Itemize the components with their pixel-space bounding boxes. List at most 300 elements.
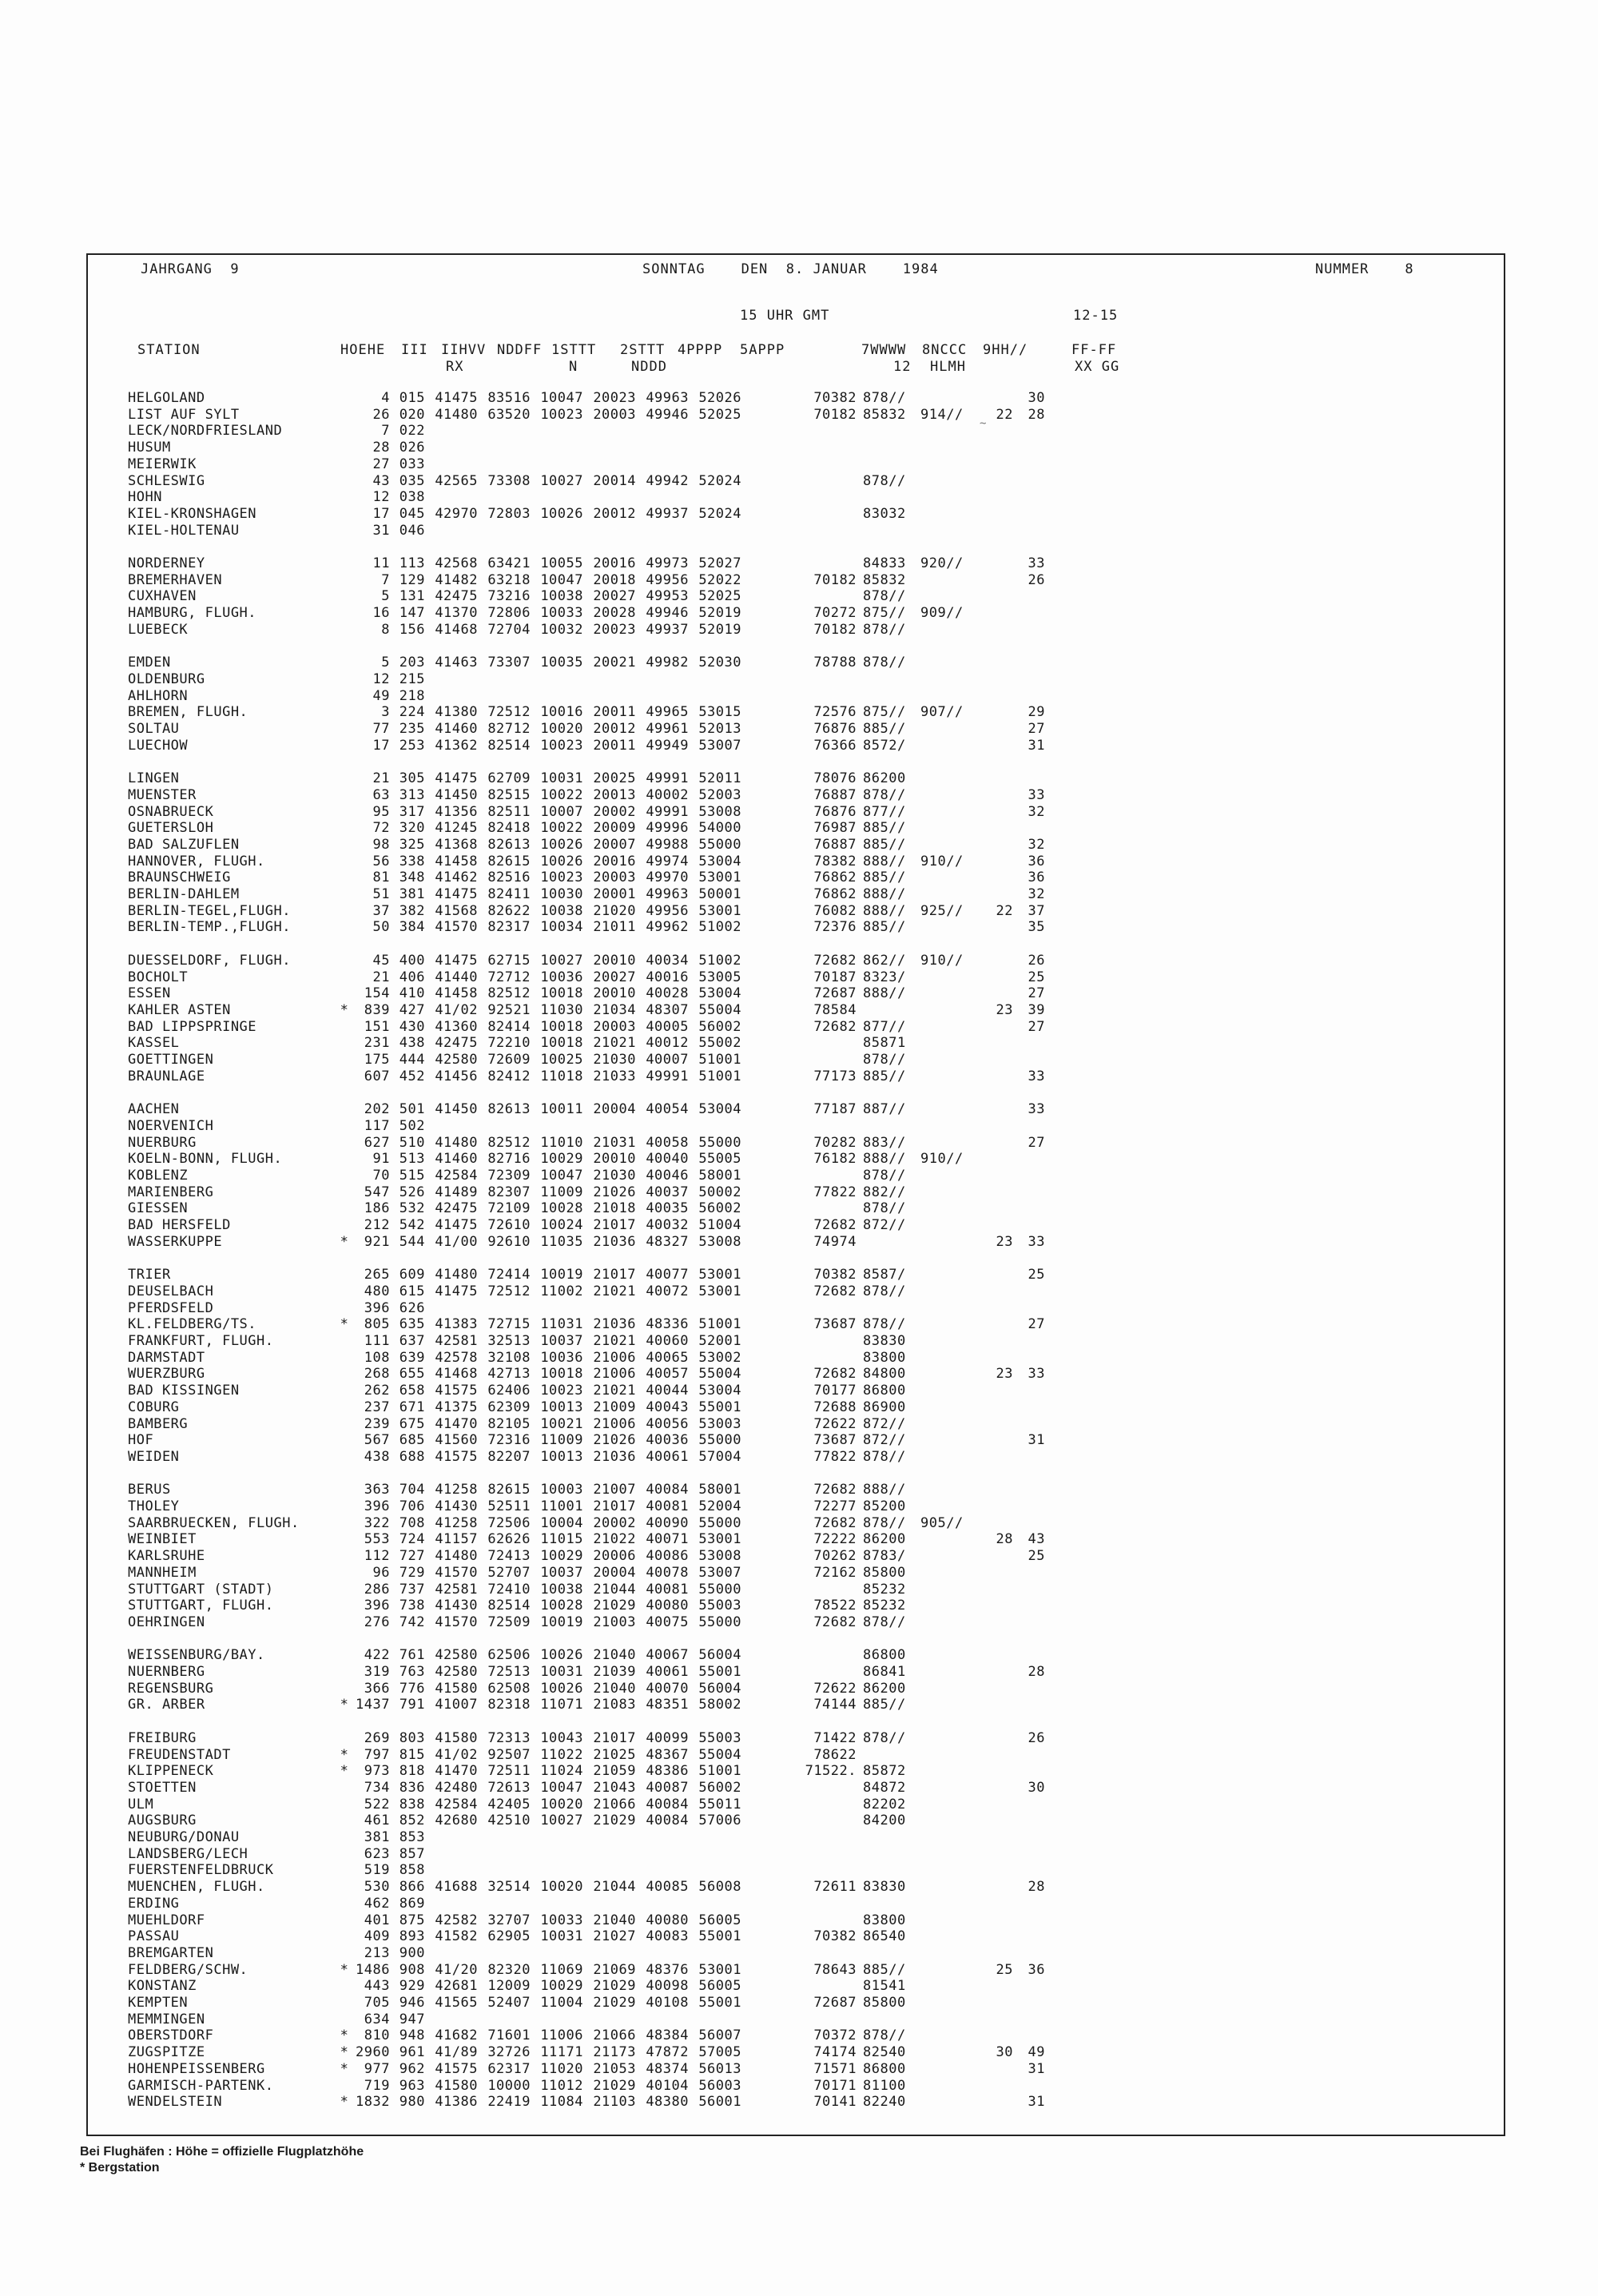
ff-xx: [978, 1019, 1013, 1036]
ff-gg: [1013, 423, 1045, 440]
group-5appp: 53004: [698, 853, 741, 869]
group-9hh: [920, 1912, 978, 1929]
table-row: [128, 1052, 1045, 1068]
table-row: [128, 440, 1045, 456]
group-iihvv: 41356: [435, 803, 478, 820]
elevation: 1832: [356, 2094, 390, 2111]
group-nddff: 82712: [487, 721, 531, 738]
group-2sttt: 21029: [593, 1995, 636, 2011]
group-7wwww: [741, 1052, 857, 1068]
ff-xx: [978, 1168, 1013, 1184]
group-nddff: [478, 523, 531, 539]
group-9hh: [920, 969, 978, 986]
station-index: 501: [399, 1101, 425, 1118]
group-4pppp: 48307: [646, 1001, 689, 1018]
group-8nccc: 82240: [863, 2094, 906, 2111]
group-2sttt: 20003: [593, 406, 636, 423]
group-7wwww: [741, 1780, 857, 1797]
elevation: 77: [372, 721, 390, 738]
group-iihvv: 41468: [435, 621, 478, 638]
group-4pppp: [636, 1945, 689, 1962]
group-2sttt: 21036: [593, 1316, 636, 1333]
group-nddff: 63218: [487, 571, 531, 588]
station-index: 348: [399, 869, 425, 886]
spacer-cell: [128, 1466, 1045, 1482]
mountain-marker: [336, 1101, 353, 1118]
group-4pppp: 40085: [646, 1879, 689, 1896]
col-1sttt: 1STTT: [551, 342, 597, 358]
elevation: 7: [381, 571, 390, 588]
group-nddff: 52707: [487, 1564, 531, 1581]
mountain-marker: [336, 770, 353, 787]
group-7wwww: [741, 1813, 857, 1829]
group-nddff: [478, 440, 531, 456]
group-9hh: [920, 1928, 978, 1945]
ff-gg: [1013, 1383, 1045, 1399]
group-nddff: 63520: [487, 406, 531, 423]
group-9hh: 910//: [920, 1151, 964, 1168]
ff-xx: [978, 440, 1013, 456]
group-7wwww: 72162: [813, 1564, 857, 1581]
ff-xx: [978, 704, 1013, 721]
group-4pppp: 40084: [646, 1796, 689, 1813]
mountain-marker: [336, 1333, 353, 1350]
station-index: 406: [399, 969, 425, 985]
table-row: [128, 671, 1045, 688]
group-1sttt: 11020: [540, 2060, 583, 2077]
group-5appp: [689, 1846, 741, 1863]
mountain-marker: [336, 1200, 353, 1217]
group-nddff: 92507: [487, 1746, 531, 1763]
elevation: 16: [372, 605, 390, 622]
group-iihvv: 41/20: [435, 1961, 478, 1978]
elevation: 2960: [356, 2044, 390, 2061]
col-iihvv-sub: RX: [446, 359, 464, 375]
group-nddff: 72313: [487, 1729, 531, 1746]
group-iihvv: 42582: [435, 1912, 478, 1928]
group-5appp: 53007: [698, 737, 741, 754]
group-1sttt: 10028: [540, 1200, 583, 1217]
group-1sttt: 10047: [540, 390, 583, 406]
station-name: KOELN-BONN, FLUGH.: [128, 1151, 283, 1168]
group-5appp: 53001: [698, 1531, 741, 1548]
group-4pppp: 40034: [646, 952, 689, 969]
group-2sttt: 21021: [593, 1035, 636, 1052]
group-iihvv: 41468: [435, 1366, 478, 1383]
group-2sttt: 21043: [593, 1779, 636, 1796]
station-index: 542: [399, 1217, 425, 1234]
group-nddff: 82514: [487, 737, 531, 754]
group-8nccc: 85200: [863, 1498, 906, 1514]
mountain-marker: [336, 605, 353, 622]
group-2sttt: 21026: [593, 1184, 636, 1200]
group-5appp: 52022: [698, 571, 741, 588]
ff-gg: 33: [1028, 1068, 1045, 1084]
spacer-cell: [128, 936, 1045, 953]
station-name: HAMBURG, FLUGH.: [128, 605, 257, 622]
ff-xx: [978, 1879, 1013, 1896]
group-2sttt: 20023: [593, 390, 636, 406]
group-8nccc: 877//: [863, 803, 906, 820]
group-iihvv: 41580: [435, 1729, 478, 1746]
station-name: OLDENBURG: [128, 670, 205, 687]
mountain-marker: [336, 1912, 353, 1929]
col-4pppp: 4PPPP: [678, 342, 723, 358]
ff-xx: [978, 2027, 1013, 2044]
group-7wwww: 73687: [813, 1432, 857, 1449]
ff-gg: [1013, 506, 1045, 523]
group-iihvv: 41/02: [435, 1001, 478, 1018]
group-nddff: 73308: [487, 472, 531, 489]
station-index: 045: [399, 505, 425, 522]
ff-gg: [1013, 655, 1045, 671]
mountain-marker: *: [340, 1697, 349, 1713]
mountain-marker: [336, 2078, 353, 2095]
group-8nccc: 83800: [863, 1912, 906, 1928]
elevation: 212: [364, 1217, 390, 1234]
group-7wwww: 78382: [813, 853, 857, 869]
group-nddff: 42405: [487, 1796, 531, 1813]
group-8nccc: 81541: [863, 1978, 906, 1995]
group-7wwww: 76887: [813, 836, 857, 853]
station-name: AHLHORN: [128, 687, 189, 704]
ff-gg: 31: [1028, 2060, 1045, 2077]
ff-gg: 31: [1028, 737, 1045, 754]
table-row: [128, 1664, 1045, 1681]
group-4pppp: [636, 688, 689, 705]
mountain-marker: [336, 1565, 353, 1582]
ff-gg: 32: [1028, 803, 1045, 820]
elevation: 117: [364, 1117, 390, 1134]
group-nddff: 82514: [487, 1598, 531, 1614]
col-2sttt-sub: NDDD: [631, 359, 667, 375]
group-4pppp: 40028: [646, 985, 689, 1002]
group-2sttt: [583, 1118, 636, 1135]
group-9hh: [920, 804, 978, 821]
group-8nccc: 878//: [863, 390, 906, 406]
station-index: 384: [399, 919, 425, 936]
group-9hh: [920, 2027, 978, 2044]
group-4pppp: [636, 440, 689, 456]
table-row: [128, 1432, 1045, 1449]
station-index: 113: [399, 555, 425, 572]
mountain-marker: [336, 1052, 353, 1068]
station-index: 776: [399, 1680, 425, 1697]
group-nddff: 10000: [487, 2077, 531, 2094]
group-9hh: [920, 1697, 978, 1713]
group-iihvv: 41157: [435, 1531, 478, 1548]
elevation: 231: [364, 1035, 390, 1052]
group-iihvv: [425, 671, 478, 688]
ff-xx: [978, 1978, 1013, 1995]
station-name: WASSERKUPPE: [128, 1233, 223, 1250]
group-2sttt: 20004: [593, 1564, 636, 1581]
group-nddff: 72210: [487, 1035, 531, 1052]
station-name: REGENSBURG: [128, 1680, 214, 1697]
group-1sttt: 10055: [540, 555, 583, 572]
group-iihvv: 41258: [435, 1514, 478, 1531]
group-9hh: [920, 1217, 978, 1234]
group-9hh: [920, 1350, 978, 1367]
mountain-marker: [336, 1614, 353, 1631]
group-1sttt: 10023: [540, 406, 583, 423]
group-9hh: 910//: [920, 952, 964, 969]
table-row: [128, 1582, 1045, 1598]
group-9hh: [920, 572, 978, 589]
elevation: 12: [372, 670, 390, 687]
table-row: [128, 2044, 1045, 2061]
group-5appp: 53004: [698, 985, 741, 1002]
elevation: 401: [364, 1912, 390, 1928]
ff-xx: [978, 523, 1013, 539]
station-name: ERDING: [128, 1895, 180, 1912]
group-7wwww: 72687: [813, 1995, 857, 2011]
ff-gg: [1013, 440, 1045, 456]
station-name: WEIDEN: [128, 1448, 180, 1465]
group-iihvv: 41568: [435, 902, 478, 919]
mountain-marker: [336, 1432, 353, 1449]
group-nddff: 62317: [487, 2060, 531, 2077]
group-iihvv: [425, 523, 478, 539]
group-2sttt: 20027: [593, 969, 636, 985]
mountain-marker: [336, 1995, 353, 2011]
group-7wwww: 77173: [813, 1068, 857, 1084]
mountain-marker: [336, 985, 353, 1002]
group-nddff: 62709: [487, 770, 531, 787]
group-4pppp: [636, 1829, 689, 1846]
station-name: KL.FELDBERG/TS.: [128, 1316, 257, 1333]
group-1sttt: 10023: [540, 737, 583, 754]
group-4pppp: [636, 1862, 689, 1879]
group-4pppp: [636, 1896, 689, 1912]
group-1sttt: 10004: [540, 1514, 583, 1531]
group-1sttt: [531, 1862, 583, 1879]
group-5appp: [689, 489, 741, 506]
group-8nccc: 86800: [863, 2060, 906, 2077]
group-4pppp: 40065: [646, 1349, 689, 1366]
mountain-marker: [336, 655, 353, 671]
station-index: 452: [399, 1068, 425, 1084]
group-2sttt: 20010: [593, 1151, 636, 1168]
group-8nccc: 878//: [863, 1614, 906, 1630]
table-row: [128, 903, 1045, 920]
group-8nccc: 878//: [863, 1729, 906, 1746]
group-1sttt: 10003: [540, 1482, 583, 1498]
group-2sttt: 21017: [593, 1729, 636, 1746]
ff-xx: [978, 1829, 1013, 1846]
group-5appp: 57005: [698, 2044, 741, 2061]
station-index: 513: [399, 1151, 425, 1168]
table-row: [128, 523, 1045, 539]
group-9hh: [920, 1879, 978, 1896]
ff-gg: [1013, 1168, 1045, 1184]
station-index: 875: [399, 1912, 425, 1928]
group-iihvv: 41458: [435, 985, 478, 1002]
ff-xx: [978, 456, 1013, 473]
group-7wwww: 76887: [813, 786, 857, 803]
station-index: 438: [399, 1035, 425, 1052]
group-5appp: 53008: [698, 1233, 741, 1250]
mountain-marker: [336, 704, 353, 721]
mountain-marker: [336, 1531, 353, 1548]
ff-gg: [1013, 523, 1045, 539]
ff-gg: [1013, 1498, 1045, 1515]
group-7wwww: 78622: [813, 1746, 857, 1763]
group-8nccc: [857, 489, 920, 506]
station-name: FREIBURG: [128, 1729, 197, 1746]
group-spacer: [128, 1631, 1045, 1648]
group-2sttt: 21021: [593, 1383, 636, 1399]
group-4pppp: 40084: [646, 1482, 689, 1498]
group-1sttt: [531, 423, 583, 440]
group-nddff: [478, 1118, 531, 1135]
ff-xx: [978, 1184, 1013, 1201]
group-5appp: 56002: [698, 1779, 741, 1796]
group-8nccc: [857, 1747, 920, 1764]
group-7wwww: 72277: [813, 1498, 857, 1514]
group-2sttt: [583, 1945, 636, 1962]
group-5appp: [689, 688, 741, 705]
group-nddff: [478, 456, 531, 473]
group-4pppp: 40043: [646, 1399, 689, 1415]
group-iihvv: 41456: [435, 1068, 478, 1084]
group-4pppp: 49953: [646, 588, 689, 605]
group-5appp: 52003: [698, 786, 741, 803]
station-index: 338: [399, 853, 425, 869]
table-row: [128, 2094, 1045, 2111]
ff-xx: [978, 2011, 1013, 2028]
group-7wwww: 72682: [813, 952, 857, 969]
group-2sttt: [583, 423, 636, 440]
group-nddff: [478, 2011, 531, 2028]
group-9hh: [920, 1614, 978, 1631]
group-1sttt: 11012: [540, 2077, 583, 2094]
group-5appp: 53004: [698, 1383, 741, 1399]
station-index: 038: [399, 489, 425, 506]
group-5appp: 53001: [698, 1267, 741, 1283]
station-name: SCHLESWIG: [128, 472, 205, 489]
group-5appp: 51001: [698, 1316, 741, 1333]
table-row: [128, 820, 1045, 837]
group-2sttt: 20006: [593, 1548, 636, 1565]
group-2sttt: 20018: [593, 571, 636, 588]
group-2sttt: 20007: [593, 836, 636, 853]
group-8nccc: 8323/: [863, 969, 906, 985]
ff-xx: [978, 1101, 1013, 1118]
col-7wwww: 7WWWW: [861, 342, 907, 358]
group-2sttt: 20021: [593, 655, 636, 671]
elevation: 286: [364, 1581, 390, 1598]
group-nddff: 72715: [487, 1316, 531, 1333]
station-name: HOF: [128, 1432, 154, 1449]
station-name: AACHEN: [128, 1101, 180, 1118]
group-nddff: 92521: [487, 1001, 531, 1018]
group-9hh: 905//: [920, 1514, 964, 1531]
table-row: [128, 869, 1045, 886]
table-row: [128, 1118, 1045, 1135]
group-nddff: 82418: [487, 820, 531, 837]
group-9hh: [920, 1647, 978, 1664]
group-8nccc: 888//: [863, 985, 906, 1002]
group-7wwww: 70372: [813, 2027, 857, 2044]
group-2sttt: 21017: [593, 1498, 636, 1514]
group-5appp: 55000: [698, 1432, 741, 1449]
ff-xx: [978, 886, 1013, 903]
elevation: 21: [372, 969, 390, 985]
ff-gg: [1013, 1995, 1045, 2011]
group-8nccc: 84833: [863, 555, 906, 572]
group-7wwww: 74174: [813, 2044, 857, 2061]
footnote-airport: Bei Flughäfen : Höhe = offizielle Flugplatzhöhe: [80, 2145, 364, 2159]
ff-xx: [978, 1052, 1013, 1068]
mountain-marker: [336, 804, 353, 821]
group-9hh: [920, 423, 978, 440]
group-4pppp: 40080: [646, 1912, 689, 1928]
group-4pppp: [636, 423, 689, 440]
mountain-marker: [336, 523, 353, 539]
station-name: MUENSTER: [128, 786, 197, 803]
group-iihvv: 42580: [435, 1647, 478, 1664]
group-1sttt: 11018: [540, 1068, 583, 1084]
group-9hh: [920, 1548, 978, 1565]
station-index: 946: [399, 1995, 425, 2011]
group-5appp: 52019: [698, 621, 741, 638]
station-index: 900: [399, 1944, 425, 1961]
table-row: [128, 1565, 1045, 1582]
station-name: BRAUNSCHWEIG: [128, 869, 231, 886]
group-2sttt: 20027: [593, 588, 636, 605]
group-5appp: 55001: [698, 1995, 741, 2011]
group-7wwww: 72688: [813, 1399, 857, 1415]
group-1sttt: 10018: [540, 985, 583, 1002]
group-iihvv: 41450: [435, 786, 478, 803]
group-nddff: [478, 1896, 531, 1912]
group-9hh: [920, 787, 978, 804]
group-8nccc: 878//: [863, 1167, 906, 1184]
elevation: 27: [372, 456, 390, 472]
group-7wwww: 73687: [813, 1316, 857, 1333]
elevation: 95: [372, 803, 390, 820]
station-name: OBERSTDORF: [128, 2027, 214, 2044]
table-row: [128, 1829, 1045, 1846]
group-5appp: 56002: [698, 1018, 741, 1035]
group-spacer: [128, 1084, 1045, 1101]
mountain-marker: [336, 1647, 353, 1664]
station-index: 729: [399, 1564, 425, 1581]
group-nddff: 72610: [487, 1217, 531, 1234]
group-4pppp: 40040: [646, 1151, 689, 1168]
group-nddff: 82414: [487, 1018, 531, 1035]
station-index: 381: [399, 886, 425, 903]
group-iihvv: 41375: [435, 1399, 478, 1415]
elevation: 3: [381, 704, 390, 721]
table-row: [128, 1879, 1045, 1896]
group-7wwww: 70262: [813, 1548, 857, 1565]
group-8nccc: 872//: [863, 1415, 906, 1432]
group-4pppp: 40005: [646, 1018, 689, 1035]
station-index: 253: [399, 737, 425, 754]
group-nddff: 72109: [487, 1200, 531, 1217]
group-1sttt: 10026: [540, 853, 583, 869]
group-iihvv: 41489: [435, 1184, 478, 1200]
ff-gg: [1013, 1813, 1045, 1829]
group-iihvv: [425, 1862, 478, 1879]
station-name: MANNHEIM: [128, 1564, 197, 1581]
ff-gg: [1013, 2078, 1045, 2095]
group-2sttt: 21040: [593, 1647, 636, 1664]
ff-xx: [978, 1912, 1013, 1929]
station-name: WUERZBURG: [128, 1366, 205, 1383]
